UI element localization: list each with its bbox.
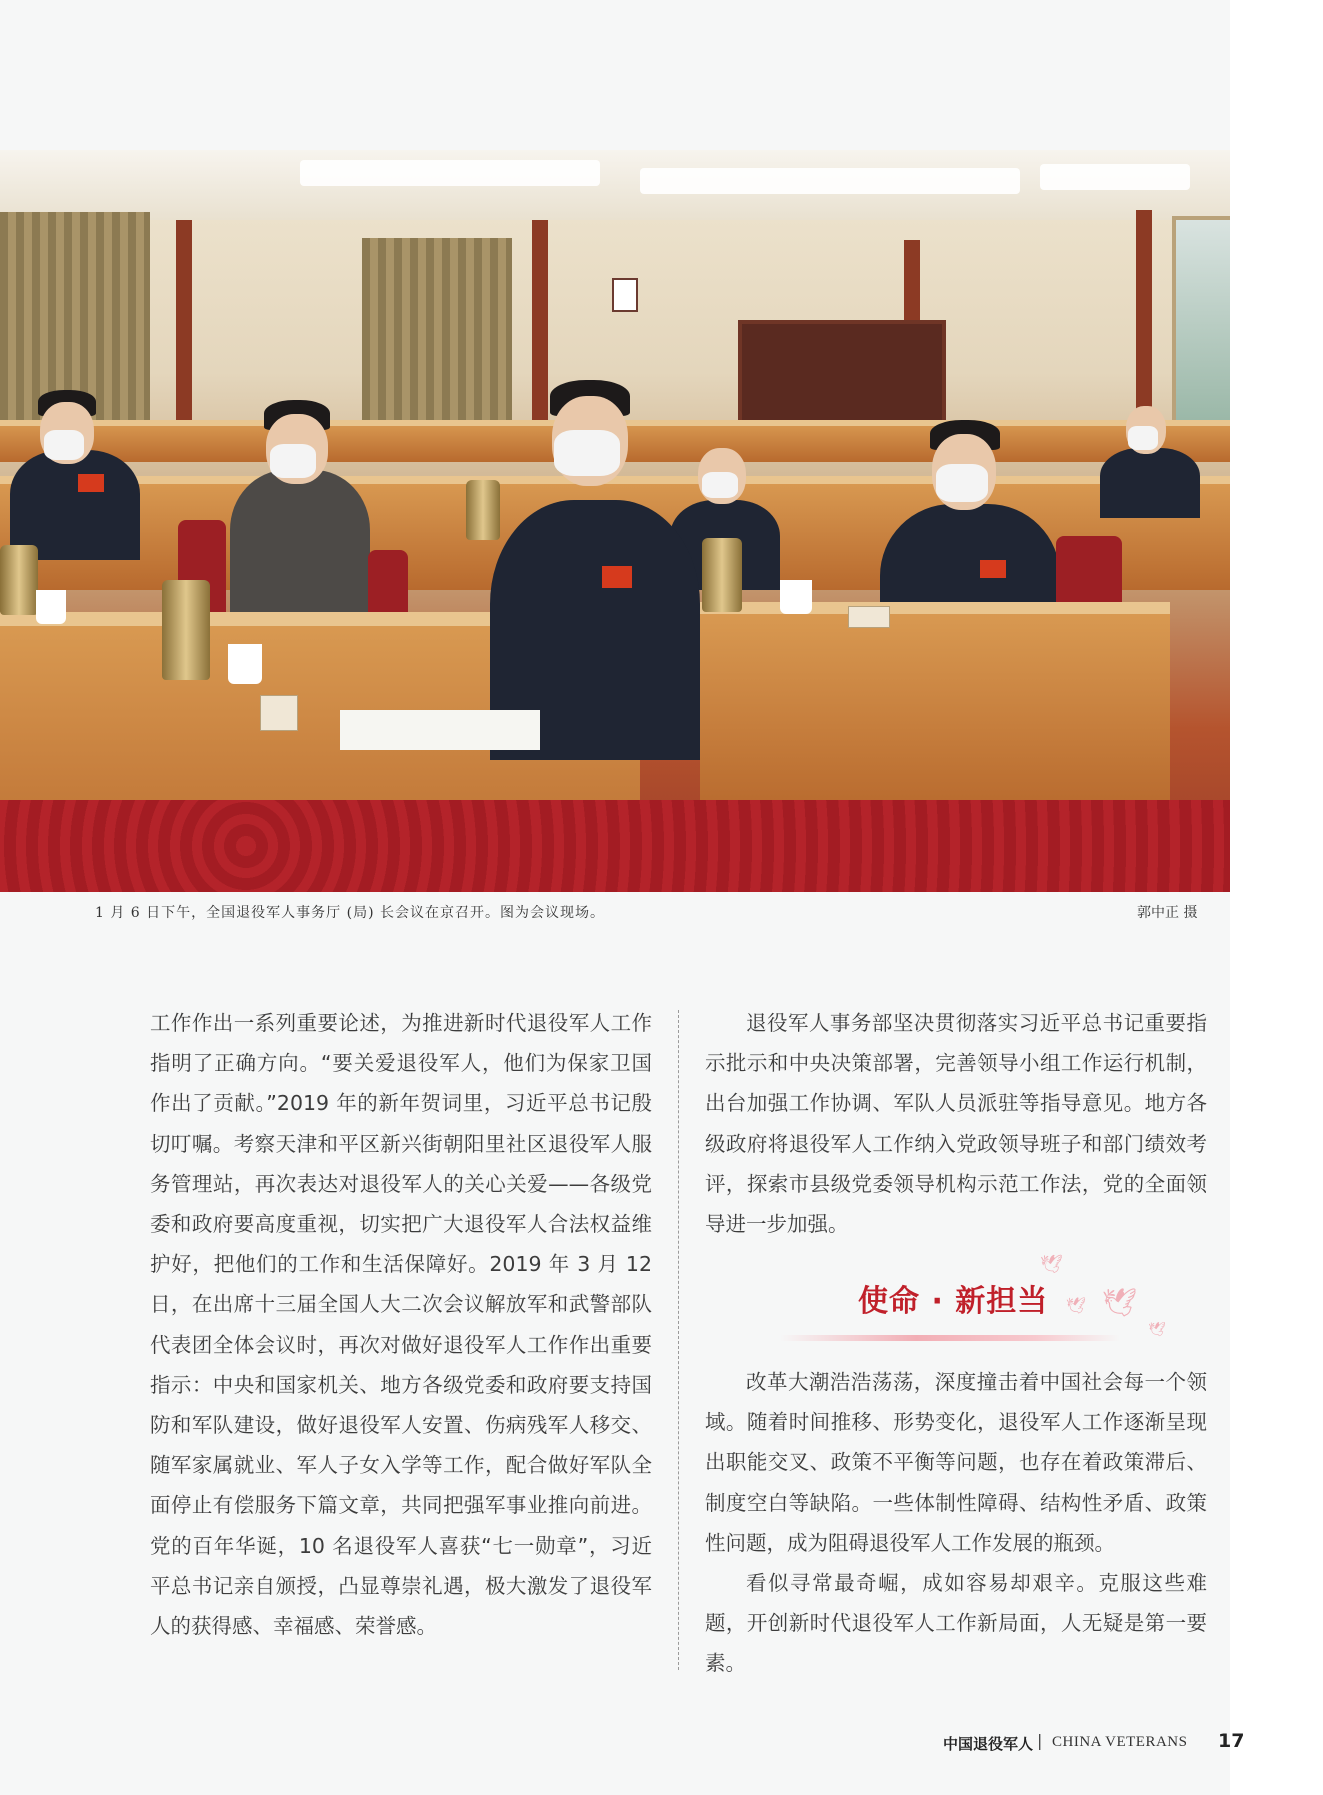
ceiling-light bbox=[300, 160, 600, 186]
body-paragraph: 退役军人事务部坚决贯彻落实习近平总书记重要指示批示和中央决策部署，完善领导小组工作运行机制，出台加强工作协调、军队人员派驻等指导意见。地方各级政府将退役军人工作纳入党政领导班子和部门绩效考评，探索市县级党委领导机构示范工作法，党的全面领导进一步加强。 bbox=[705, 1011, 1207, 1237]
magazine-title-cn: 中国退役军人 bbox=[943, 1735, 1034, 1753]
photo-caption: 1 月 6 日下午，全国退役军人事务厅 (局) 长会议在京召开。图为会议现场。 bbox=[95, 905, 605, 921]
right-column-lower bbox=[705, 1362, 1207, 1684]
bird-icon: 🕊 bbox=[1102, 1286, 1138, 1319]
carpet bbox=[0, 800, 1230, 892]
document-papers bbox=[340, 710, 540, 750]
curtain bbox=[362, 238, 512, 448]
left-column bbox=[150, 1003, 652, 1646]
ceiling-light bbox=[640, 168, 1020, 194]
nameplate bbox=[260, 695, 298, 731]
pillar bbox=[176, 220, 192, 440]
page-number: 17 bbox=[1218, 1730, 1245, 1752]
right-column bbox=[705, 1003, 1207, 1244]
pillar bbox=[1136, 210, 1152, 420]
body-paragraph: 看似寻常最奇崛，成如容易却艰辛。克服这些难题，开创新时代退役军人工作新局面，人无疑是第一要素。 bbox=[705, 1571, 1207, 1676]
footer-separator: | bbox=[1037, 1731, 1043, 1750]
thermos bbox=[0, 545, 38, 615]
desk-front-right bbox=[700, 610, 1170, 810]
teacup bbox=[36, 590, 66, 624]
photo-ceiling bbox=[0, 150, 1230, 220]
bird-icon: 🕊 bbox=[1066, 1296, 1087, 1315]
teacup bbox=[228, 644, 262, 684]
nameplate bbox=[848, 606, 890, 628]
column-divider bbox=[678, 1010, 679, 1670]
photo-credit: 郭中正 摄 bbox=[1137, 905, 1198, 921]
bird-icon: 🕊 bbox=[1148, 1322, 1166, 1338]
desk-top bbox=[700, 602, 1170, 614]
ceiling-light bbox=[1040, 164, 1190, 190]
teacup bbox=[780, 580, 812, 614]
bird-icon: 🕊 bbox=[1040, 1254, 1063, 1275]
pillar bbox=[532, 220, 548, 440]
thermos bbox=[466, 480, 500, 540]
landscape-painting bbox=[1172, 216, 1230, 424]
magazine-title-en: CHINA VETERANS bbox=[1052, 1734, 1188, 1750]
body-paragraph: 工作作出一系列重要论述，为推进新时代退役军人工作指明了正确方向。“要关爱退役军人，他们为保家卫国作出了贡献。”2019 年的新年贺词里，习近平总书记殷切叮嘱。考察天津和平区新兴街朝阳里社区退役军人服务管理站，再次表达对退役军人的关心关爱——各级党委和政府要高度重视，切实把广大退役军人合法权益维护好，把他们的工作和生活保障好。2019 年 3 月 12 日，在出席十三届全国人大二次会议解放军和武警部队代表团全体会议时，再次对做好退役军人工作作出重要指示：中央和国家机关、地方各级党委和政府要支持国防和军队建设，做好退役军人安置、伤病残军人移交、随军家属就业、军人子女入学等工作，配合做好军队全面停止有偿服务下篇文章，共同把强军事业推向前进。党的百年华诞，10 名退役军人喜获“七一勋章”，习近平总书记亲自颁授，凸显尊崇礼遇，极大激发了退役军人的获得感、幸福感、荣誉感。 bbox=[150, 1011, 652, 1639]
conference-photo bbox=[0, 150, 1230, 892]
wall-clock bbox=[612, 278, 638, 312]
body-paragraph: 改革大潮浩浩荡荡，深度撞击着中国社会每一个领域。随着时间推移、形势变化，退役军人工作逐渐呈现出职能交叉、政策不平衡等问题，也存在着政策滞后、制度空白等缺陷。一些体制性障碍、结构性矛盾、政策性问题，成为阻碍退役军人工作发展的瓶颈。 bbox=[705, 1370, 1207, 1555]
thermos bbox=[702, 538, 742, 612]
thermos bbox=[162, 580, 210, 680]
section-heading-block bbox=[780, 1250, 1166, 1350]
section-heading: 使命 · 新担当 bbox=[858, 1284, 1049, 1319]
heading-underline bbox=[780, 1335, 1120, 1341]
